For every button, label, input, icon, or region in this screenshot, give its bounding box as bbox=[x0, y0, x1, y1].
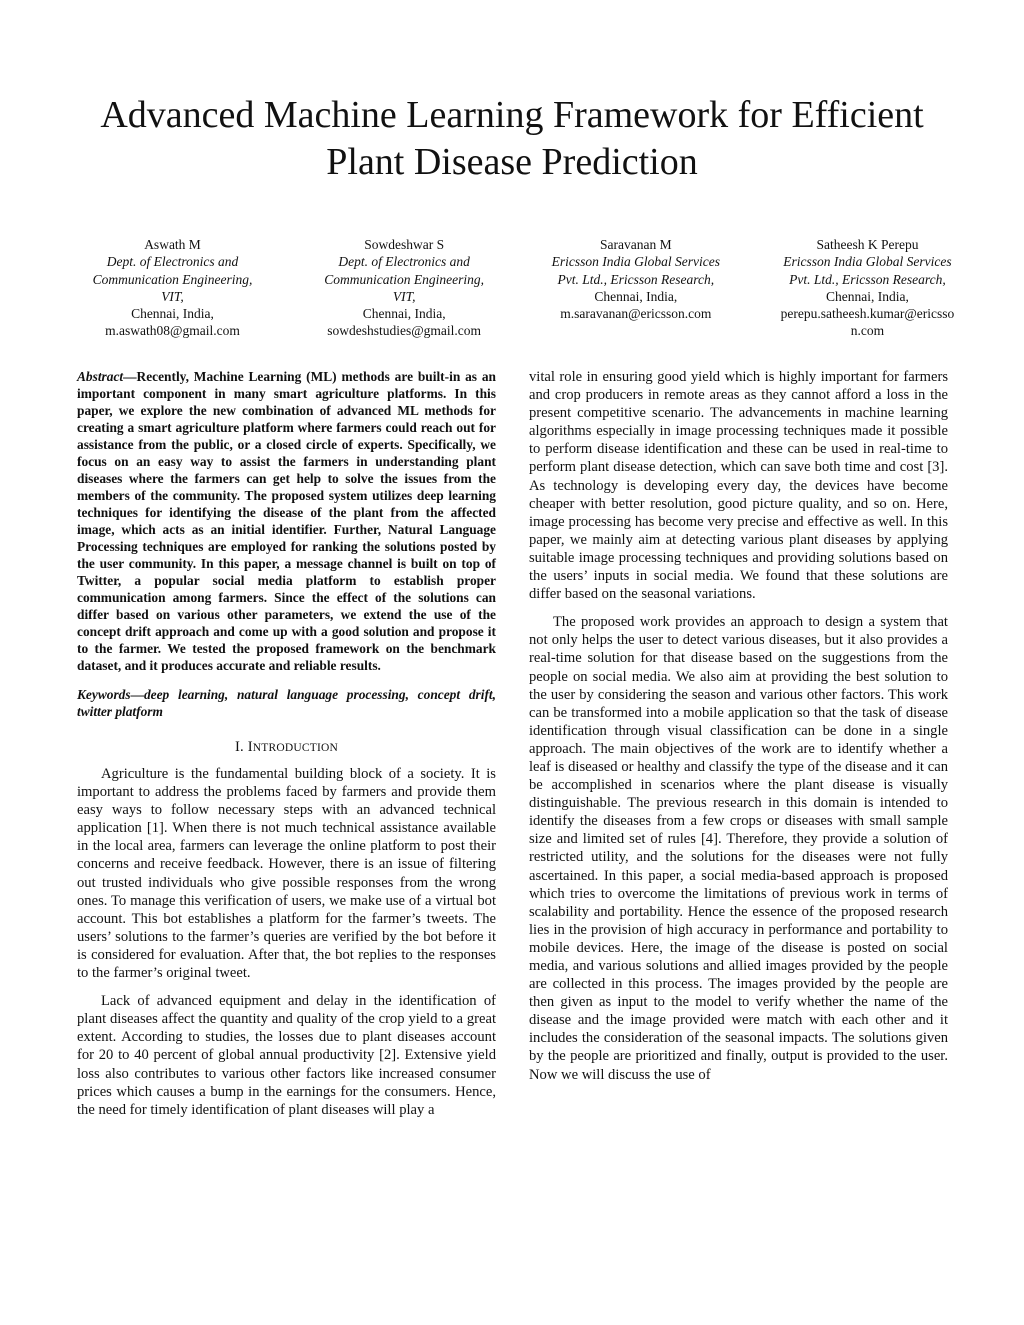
author-affiliation: VIT, bbox=[392, 288, 416, 304]
paper-title-line-2: Plant Disease Prediction bbox=[326, 141, 698, 183]
author-affiliation: Ericsson India Global Services bbox=[783, 254, 952, 270]
author-3 bbox=[533, 236, 738, 340]
author-4 bbox=[765, 236, 970, 340]
abstract-dash: — bbox=[123, 369, 137, 384]
paragraph-2-continued: vital role in ensuring good yield which is highly important for farmers and crop producers in remote areas as they cannot afford a loss in the present competitive scenario. The advancements in machine learning algorithms especially in image processing techniques made it possible to perform disease identification and these can be used in real-time to perform plant disease detection, which can save both time and cost [3]. As technology is developing every day, the devices have become cheaper with better resolution, good picture quality, and so on. Here, image processing has become very precise and effective as well. In this paper, we mainly aim at detecting various plant diseases by applying suitable image processing techniques and providing solutions based on the users’ inputs in social media. We found that these solutions are differ based on the seasonal variations. bbox=[529, 369, 948, 603]
author-location: Chennai, India, bbox=[131, 306, 214, 322]
abstract bbox=[77, 368, 496, 674]
author-email: sowdeshstudies@gmail.com bbox=[327, 323, 482, 339]
section-number: I. I bbox=[234, 739, 253, 755]
keywords: Keywords—deep learning, natural language processing, concept drift, twitter platform bbox=[77, 687, 496, 719]
author-affiliation: Dept. of Electronics and bbox=[338, 254, 470, 270]
author-affiliation: Dept. of Electronics and bbox=[106, 254, 239, 270]
author-email: perepu.satheesh.kumar@ericsso bbox=[780, 306, 955, 322]
left-column bbox=[77, 368, 496, 1129]
author-block bbox=[70, 236, 970, 340]
author-email: m.saravanan@ericsson.com bbox=[560, 306, 712, 322]
author-affiliation: Pvt. Ltd., Ericsson Research, bbox=[789, 271, 946, 287]
abstract-text: Recently, Machine Learning (ML) methods are built-in as an important component in many smart agriculture platforms. In this paper, we explore the new combination of advanced ML methods for creating a smart agriculture platform where farmers could reach out for assistance from the public, or a closed circle of experts. Specifically, we focus on an easy way to assist the farmers in understanding plant diseases where the farmers can get help to solve the issues from the members of the community. The proposed system utilizes deep learning techniques for identifying the disease of the plant from the affected image, which acts as an initial identifier. Further, Natural Language Processing techniques are employed for ranking the solutions posted by the user community. In this paper, a message channel is built on top of Twitter, a popular social media platform to establish proper communication among farmers. Since the effect of the solutions can differ based on various other parameters, we extend the use of the concept drift approach and come up with a good solution and propose it to the farmer. We tested the proposed framework on the benchmark dataset, and it produces accurate and reliable results. bbox=[77, 369, 496, 673]
section-title-text: NTRODUCTION bbox=[252, 742, 339, 754]
author-affiliation: VIT, bbox=[161, 288, 184, 304]
author-2 bbox=[302, 236, 507, 340]
author-email-continued: n.com bbox=[850, 323, 885, 339]
author-location: Chennai, India, bbox=[594, 288, 678, 304]
right-column bbox=[529, 368, 948, 1094]
paragraph-2: Lack of advanced equipment and delay in the identification of plant diseases affect the quantity and quality of the crop yield to a great extent. According to studies, the losses due to plant diseases account for 20 to 40 percent of global annual productivity [2]. Extensive yield loss also contributes to various other factors like increased consumer prices which causes a bump in the earnings for the consumers. Hence, the need for timely identification of plant diseases will play a bbox=[77, 993, 496, 1118]
author-location: Chennai, India, bbox=[362, 306, 446, 322]
paragraph-3: The proposed work provides an approach to design a system that not only helps the user to detect various diseases, but it also provides a real-time solution for that disease based on the suggestions from the people on social media. We also aim at providing the best solution to the user by considering the season and various other factors. This work can be transformed into a mobile application so that the task of disease identification through visual classification can be done in a single approach. The main objectives of the work are to identify whether a leaf is diseased or healthy and classify the type of the disease and it can be accomplished in scenarios where the plant disease is visually distinguishable. The previous research in this domain is intended to identify the diseases from a few crops or diseases with small sample size and limited set of rules [4]. Therefore, they provide a solution of restricted utility, and the solutions for the diseases were not fully ascertained. In this paper, a social media-based approach is proposed which tries to overcome the limitations of previous work in terms of scalability and portability. Hence the essence of the proposed research lies in the provision of high accuracy in performance and portability to mobile devices. Here, the image of the disease is posted on social media, and various solutions and allied images provided by the people are collected in this process. The images provided by the people are then given as input to the model to verify whether the name of the disease and the image provided were match with each other and it includes the consideration of the seasonal impacts. The solutions given by the people are prioritized and finally, output is provided to the user. Now we will discuss the use of bbox=[529, 614, 948, 1083]
author-name: Saravanan M bbox=[600, 237, 672, 252]
author-affiliation: Ericsson India Global Services bbox=[551, 254, 720, 270]
author-1 bbox=[70, 236, 275, 340]
author-name: Satheesh K Perepu bbox=[816, 237, 919, 252]
paper-title-line-1: Advanced Machine Learning Framework for Efficient bbox=[100, 94, 924, 136]
author-affiliation: Communication Engineering, bbox=[324, 271, 485, 287]
author-name: Sowdeshwar S bbox=[364, 237, 445, 252]
author-email: m.aswath08@gmail.com bbox=[105, 323, 240, 339]
paragraph-1: Agriculture is the fundamental building block of a society. It is important to address the problems faced by farmers and provide them easy ways to follow necessary steps with an advanced technical application [1]. When there is not much technical assistance available in the local area, farmers can leverage the online platform to post their concerns and receive feedback. However, there is an issue of filtering out trusted individuals who give possible responses from the wrong ones. To manage this verification of users, we make use of a virtual bot account. This bot establishes a platform for the farmer’s tweets. The users’ solutions to the farmer’s queries are verified by the bot before it is considered for evaluation. After that, the bot replies to the responses to the farmer’s original tweet. bbox=[77, 766, 496, 982]
author-affiliation: Communication Engineering, bbox=[92, 271, 253, 287]
author-affiliation: Pvt. Ltd., Ericsson Research, bbox=[557, 271, 715, 287]
author-location: Chennai, India, bbox=[826, 288, 909, 304]
section-heading-introduction bbox=[77, 738, 496, 757]
paper-title bbox=[40, 92, 984, 186]
abstract-label: Abstract bbox=[77, 369, 124, 384]
author-name: Aswath M bbox=[144, 237, 201, 252]
